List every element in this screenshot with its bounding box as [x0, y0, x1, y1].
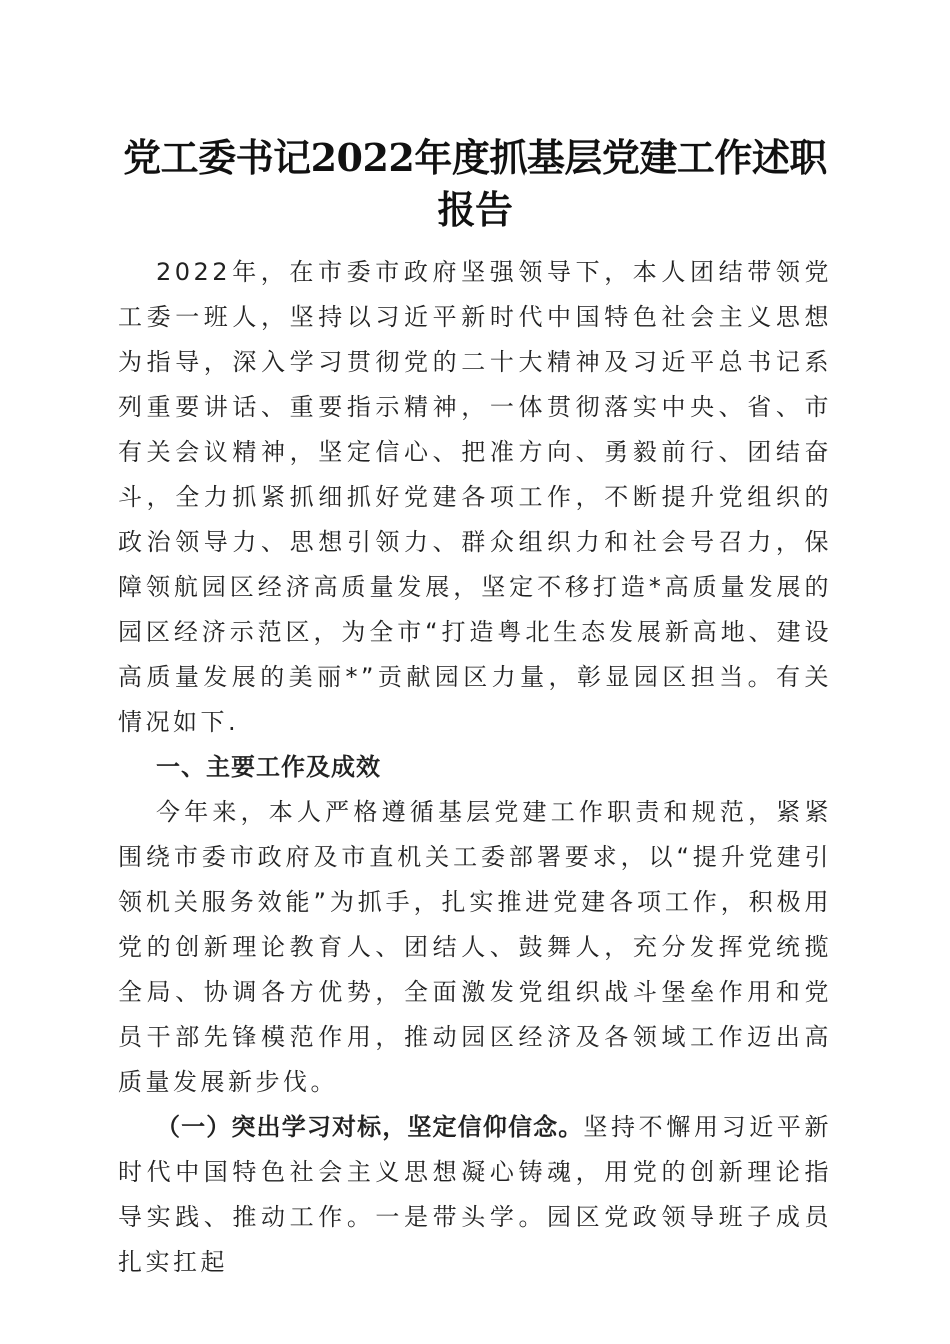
subsection-heading: （一）突出学习对标，坚定信仰信念。	[156, 1113, 584, 1141]
document-title: 党工委书记2022年度抓基层党建工作述职报告	[123, 135, 827, 232]
subsection-paragraph	[118, 1105, 832, 1285]
section-paragraph: 今年来，本人严格遵循基层党建工作职责和规范，紧紧围绕市委市政府及市直机关工委部署要求，以“提升党建引领机关服务效能”为抓手，扎实推进党建各项工作，积极用党的创新理论教育人、团结人、鼓舞人，充分发挥党统揽全局、协调各方优势，全面激发党组织战斗堡垒作用和党员干部先锋模范作用，推动园区经济及各领域工作迈出高质量发展新步伐。	[118, 798, 832, 1096]
intro-paragraph: 2022年，在市委市政府坚强领导下，本人团结带领党工委一班人，坚持以习近平新时代中国特色社会主义思想为指导，深入学习贯彻党的二十大精神及习近平总书记系列重要讲话、重要指示精神，一体贯彻落实中央、省、市有关会议精神，坚定信心、把准方向、勇毅前行、团结奋斗，全力抓紧抓细抓好党建各项工作，不断提升党组织的政治领导力、思想引领力、群众组织力和社会号召力，保障领航园区经济高质量发展，坚定不移打造*高质量发展的园区经济示范区，为全市“打造粤北生态发展新高地、建设高质量发展的美丽*”贡献园区力量，彰显园区担当。有关情况如下.	[118, 258, 832, 736]
subsection-body: 坚持不懈用习近平新时代中国特色社会主义思想凝心铸魂，用党的创新理论指导实践、推动工作。一是带头学。园区党政领导班子成员扎实扛起	[118, 1113, 833, 1276]
document-body	[118, 250, 832, 1285]
section-heading: 一、主要工作及成效	[156, 753, 381, 781]
